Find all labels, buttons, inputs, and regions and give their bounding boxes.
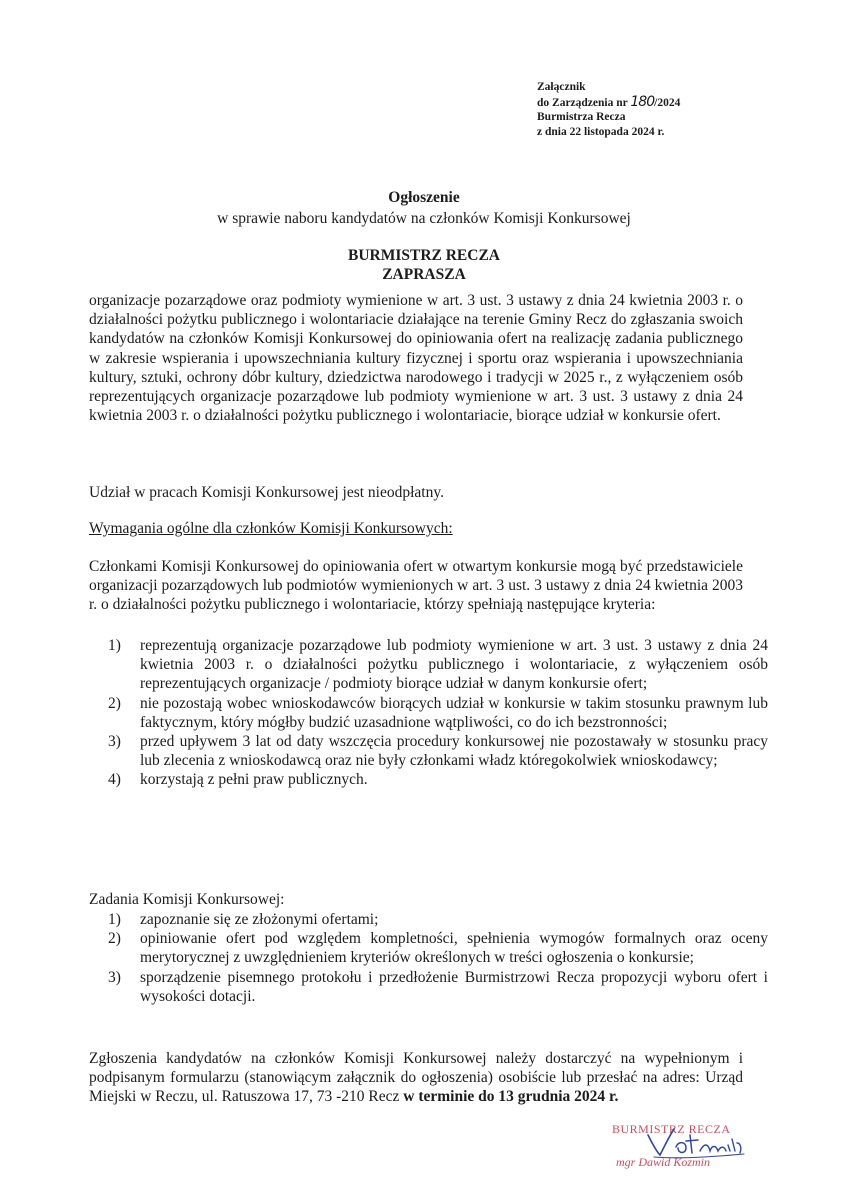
list-item: [108, 968, 768, 1006]
list-item-number: 3): [108, 733, 121, 751]
members-intro-paragraph: Członkami Komisji Konkursowej do opiniowania ofert w otwartym konkursie mogą być przedstawiciele organizacji pozarządowych lub podmiotów wymienionych w art. 3 ust. 3 ustawy z dnia 24 kwietnia 2003 r. o działalności pożytku publicznego i wolontariacie, którzy spełniają następujące kryteria:: [89, 558, 743, 614]
heading-issuer: BURMISTRZ RECZA: [347, 247, 500, 264]
attachment-line-3: Burmistrza Recza: [537, 111, 626, 123]
list-item-text: nie pozostają wobec wnioskodawców biorących udział w konkursie w takim stosunku prawnym lub faktycznym, który mógłby budzić uzasadnione wątpliwości, co do ich bezstronności;: [140, 694, 768, 731]
attachment-line-2-suffix: /2024: [654, 96, 681, 109]
criteria-list: [108, 636, 768, 790]
document-subtitle: w sprawie naboru kandydatów na członków Komisji Konkursowej: [217, 210, 631, 227]
list-item-text: zapoznanie się ze złożonymi ofertami;: [140, 911, 379, 928]
list-item: [108, 636, 768, 694]
list-item-number: 2): [108, 930, 121, 948]
attachment-line-4: z dnia 22 listopada 2024 r.: [537, 125, 665, 138]
submission-text: Zgłoszenia kandydatów na członków Komisji Konkursowej należy dostarczyć na wypełnionym i podpisanym formularzu (stanowiącym załącznik do ogłoszenia) osobiście lub przesłać na adres: Urząd Miejski w Reczu, ul. Ratuszowa 17, 73 -210 Recz: [89, 1050, 743, 1106]
attachment-line-2: [537, 95, 737, 111]
list-item: [108, 732, 768, 770]
attachment-line-1: Załącznik: [537, 81, 586, 93]
list-item-text: korzystają z pełni praw publicznych.: [140, 771, 368, 789]
tasks-heading: Zadania Komisji Konkursowej:: [89, 891, 285, 908]
list-item-number: 2): [108, 694, 121, 712]
list-item-text: sporządzenie pisemnego protokołu i przedłożenie Burmistrzowi Recza propozycji wyboru ofert i wysokości dotacji.: [140, 968, 768, 1005]
requirements-heading: Wymagania ogólne dla członków Komisji Konkursowych:: [89, 520, 453, 537]
list-item-number: 1): [108, 637, 121, 654]
tasks-list: [108, 910, 768, 1006]
free-participation-paragraph: Udział w pracach Komisji Konkursowej jest nieodpłatny.: [89, 484, 444, 501]
attachment-note: [537, 80, 737, 139]
list-item: [108, 770, 768, 789]
heading-invites: ZAPRASZA: [382, 266, 466, 283]
attachment-line-2-prefix: do Zarządzenia nr: [537, 96, 631, 109]
stamp-name: mgr Dawid Kozmin: [616, 1155, 711, 1169]
intro-paragraph: organizacje pozarządowe oraz podmioty wymienione w art. 3 ust. 3 ustawy z dnia 24 kwietnia 2003 r. o działalności pożytku publicznego i wolontariacie działające na terenie Gminy Recz do zgłaszania swoich kandydatów na członków Komisji Konkursowej do opiniowania ofert na realizację zadania publicznego w zakresie wspierania i upowszechniania kultury fizycznej i sportu oraz wspierania i upowszechniania kultury, sztuki, ochrony dóbr kultury, dziedzictwa narodowego i tradycji w 2025 r., z wyłączeniem osób reprezentujących organizacje pozarządowe lub podmioty wymienione w art. 3 ust. 3 ustawy z dnia 24 kwietnia 2003 r. o działalności pożytku publicznego i wolontariacie, biorące udział w konkursie ofert.: [89, 292, 743, 425]
stamp-title: BURMISTRZ RECZA: [612, 1122, 731, 1136]
document-title: Ogłoszenie: [388, 189, 460, 206]
handwritten-number: 180: [630, 93, 655, 110]
submission-paragraph: [89, 1049, 743, 1107]
list-item-number: 4): [108, 771, 121, 789]
list-item-number: 3): [108, 968, 121, 986]
list-item-text: opiniowanie ofert pod względem kompletności, spełnienia wymogów formalnych oraz oceny merytorycznej z uwzględnieniem kryteriów określonych w treści ogłoszenia o konkursie;: [140, 930, 768, 967]
list-item: [108, 910, 768, 929]
official-stamp: [612, 1115, 752, 1175]
list-item-text: przed upływem 3 lat od daty wszczęcia procedury konkursowej nie pozostawały w stosunku pracy lub zlecenia z wnioskodawcą oraz nie były członkami władz któregokolwiek wnioskodawcy;: [140, 733, 768, 770]
submission-deadline: w terminie do 13 grudnia 2024 r.: [403, 1088, 619, 1106]
list-item-number: 1): [108, 911, 121, 928]
list-item: [108, 929, 768, 967]
list-item-text: reprezentują organizacje pozarządowe lub podmioty wymienione w art. 3 ust. 3 ustawy z dnia 24 kwietnia 2003 r. o działalności pożytku publicznego i wolontariacie, z wyłączeniem osób reprezentujących organizacje / podmioty biorące udział w danym konkursie ofert;: [140, 637, 768, 693]
list-item: [108, 694, 768, 732]
